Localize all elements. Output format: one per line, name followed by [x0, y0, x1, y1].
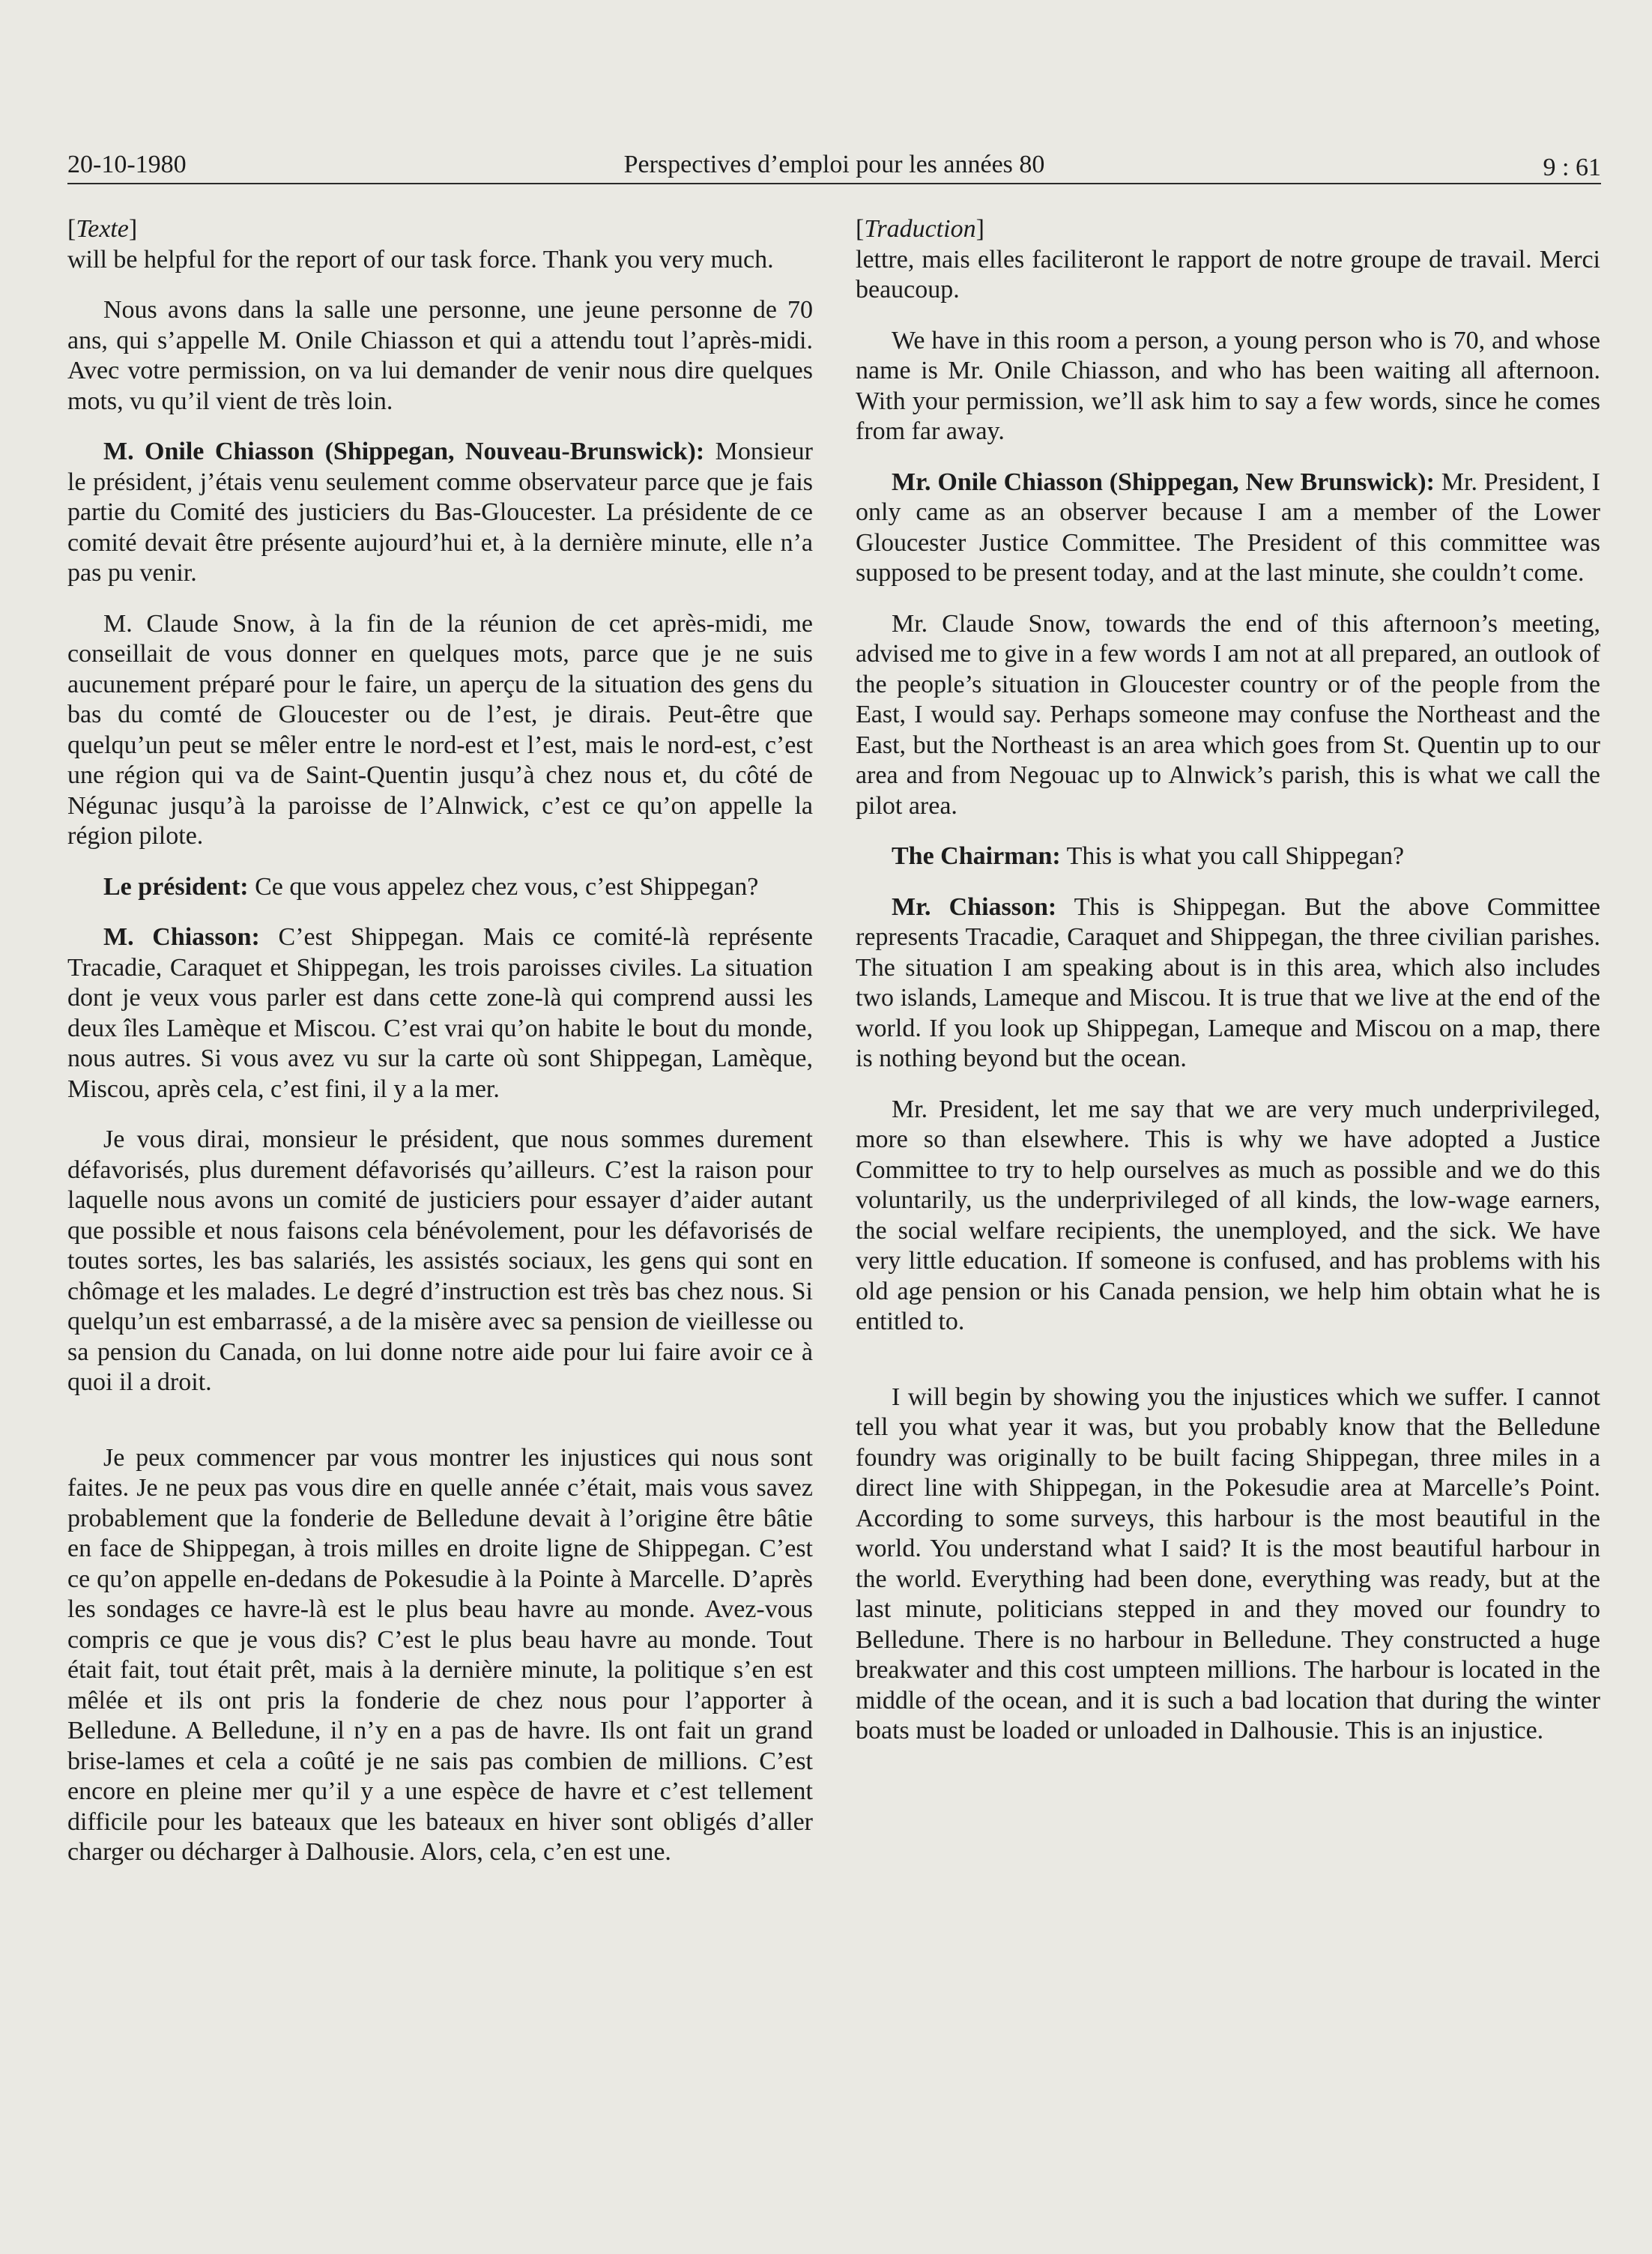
left-paragraph-5 — [67, 872, 813, 903]
paragraph-text: Je peux commencer par vous montrer les injustices qui nous sont faites. Je ne peux pas vous dire en quelle année c’était, mais vous savez probablement que la fonderie de Belledune devait à l’origine être bâtie en face de Shippegan, à trois milles en droite ligne de Shippegan. C’est ce qu’on appelle en-dedans de Pokesudie à la Pointe à Marcelle. D’après les sondages ce havre-là est le plus beau havre au monde. Avez-vous compris ce que je vous dis? C’est le plus beau havre au monde. Tout était fait, tout était prêt, mais à la dernière minute, la politique s’en est mêlée et ils ont pris la fonderie de chez nous pour l’apporter à Belledune. A Belledune, il n’y en a pas de havre. Ils ont fait un grand brise-lames et cela a coûté je ne sais pas combien de millions. C’est encore en pleine mer qu’il y a une espèce de havre et c’est tellement difficile pour les bateaux que les bateaux en hiver sont obligés d’aller charger ou décharger à Dalhousie. Alors, cela, c’en est une. — [67, 1443, 813, 1866]
paragraph-text: This is what you call Shippegan? — [1060, 842, 1405, 870]
right-paragraph-5 — [856, 842, 1600, 872]
paragraph-text: This is Shippegan. But the above Committee represents Tracadie, Caraquet and Shippegan, the three civilian parishes. The situation I am speaking about is in this area, which also includes two islands, Lameque and Miscou. It is true that we live at the end of the world. If you look up Shippegan, Lameque and Miscou on a map, there is nothing beyond but the ocean. — [856, 892, 1600, 1072]
left-paragraph-6 — [67, 922, 813, 1105]
left-paragraph-1 — [67, 245, 813, 276]
paragraph-text: I will begin by showing you the injustices which we suffer. I cannot tell you what year it was, but you probably know that the Belledune foundry was originally to be built facing Shippegan, three miles in a direct line with Shippegan, in the Pokesudie area at Marcelle’s Point. According to some surveys, this harbour is the most beautiful in the world. You understand what I said? It is the most beautiful harbour in the world. Everything had been done, everything was ready, but at the last minute, politicians stepped in and they moved our foundry to Belledune. There is no harbour in Belledune. They constructed a huge breakwater and this cost umpteen millions. The harbour is located in the middle of the ocean, and it is such a bad location that during the winter boats must be loaded or unloaded in Dalhousie. This is an injustice. — [856, 1383, 1600, 1744]
speaker-name: The Chairman: — [892, 842, 1061, 870]
left-paragraph-8 — [67, 1443, 813, 1868]
right-paragraph-4 — [856, 609, 1600, 822]
speaker-name: M. Onile Chiasson (Shippegan, Nouveau-Brunswick): — [103, 438, 705, 465]
paragraph-text: will be helpful for the report of our task force. Thank you very much. — [67, 245, 774, 274]
header-page-number: 9 : 61 — [1543, 154, 1601, 181]
paragraph-text: lettre, mais elles faciliteront le rapport de notre groupe de travail. Merci beaucoup. — [856, 245, 1600, 303]
page-header — [67, 144, 1601, 186]
header-date: 20-10-1980 — [67, 151, 187, 178]
right-paragraph-1 — [856, 245, 1600, 306]
left-paragraph-4 — [67, 609, 813, 852]
paragraph-text: We have in this room a person, a young person who is 70, and whose name is Mr. Onile Chiasson, and who has been waiting all afternoon. With your permission, we’ll ask him to say a few words, since he comes from far away. — [856, 326, 1600, 445]
paragraph-text: C’est Shippegan. Mais ce comité-là représente Tracadie, Caraquet et Shippegan, les trois paroisses civiles. La situation dont je veux vous parler est dans cette zone-là qui comprend aussi les deux îles Lamèque et Miscou. C’est vrai qu’on habite le bout du monde, nous autres. Si vous avez vu sur la carte où sont Shippegan, Lamèque, Miscou, après cela, c’est fini, il y a la mer. — [67, 923, 813, 1103]
paragraph-text: M. Claude Snow, à la fin de la réunion de cet après-midi, me conseillait de vous donner en quelques mots, parce que je ne suis aucunement préparé pour le faire, un aperçu de la situation des gens du bas du comté de Gloucester ou de l’est, je dirais. Peut-être que quelqu’un peut se mêler entre le nord-est et l’est, mais le nord-est, c’est une région qui va de Saint-Quentin jusqu’à chez nous et, du côté de Négunac jusqu’à la paroisse de l’Alnwick, c’est ce qu’on appelle la région pilote. — [67, 609, 813, 850]
right-paragraph-7 — [856, 1095, 1600, 1338]
left-paragraph-7 — [67, 1125, 813, 1398]
paragraph-text: Mr. President, let me say that we are very much underprivileged, more so than elsewhere. This is why we have adopted a Justice Committee to try to help ourselves as much as possible and we do this voluntarily, us the underprivileged of all kinds, the low-wage earners, the social welfare recipients, the unemployed, and the sick. We have very little education. If someone is confused, and has problems with his old age pension or his Canada pension, we help him obtain what he is entitled to. — [856, 1095, 1600, 1335]
paragraph-text: Je vous dirai, monsieur le président, que nous sommes durement défavorisés, plus durement défavorisés qu’ailleurs. C’est la raison pour laquelle nous avons un comité de justiciers pour essayer d’aider autant que possible et nous faisons cela bénévolement, pour les défavorisés de toutes sortes, les bas salariés, les assistés sociaux, les gens qui sont en chômage et les malades. Le degré d’instruction est très bas chez nous. Si quelqu’un est embarrassé, a de la misère avec sa pension de vieillesse ou sa pension du Canada, on lui donne notre aide pour lui faire avoir ce à quoi il a droit. — [67, 1126, 813, 1396]
left-paragraph-2 — [67, 295, 813, 417]
paragraph-text: Mr. President, I only came as an observer because I am a member of the Lower Gloucester Justice Committee. The President of this committee was supposed to be present today, and at the last minute, she couldn’t come. — [856, 468, 1600, 587]
speaker-name: Mr. Chiasson: — [892, 892, 1057, 921]
speaker-name: M. Chiasson: — [103, 923, 260, 951]
left-tag-label: Texte — [76, 215, 129, 243]
right-paragraph-2 — [856, 326, 1600, 447]
paragraph-text: Ce que vous appelez chez vous, c’est Shippegan? — [248, 872, 759, 901]
header-title: Perspectives d’emploi pour les années 80 — [623, 151, 1045, 178]
speaker-name: Le président: — [103, 872, 249, 901]
right-column-tag: [Traduction] — [856, 215, 984, 243]
right-paragraph-8 — [856, 1383, 1600, 1747]
header-rule — [67, 183, 1601, 184]
speaker-name: Mr. Onile Chiasson (Shippegan, New Brunswick): — [892, 468, 1435, 496]
left-paragraph-3 — [67, 437, 813, 589]
right-tag-label: Traduction — [864, 215, 976, 243]
right-paragraph-3 — [856, 468, 1600, 589]
paragraph-text: Monsieur le président, j’étais venu seulement comme observateur parce que je fais partie du Comité des justiciers du Bas-Gloucester. La présidente de ce comité devait être présente aujourd’hui et, à la dernière minute, elle n’a pas pu venir. — [67, 438, 813, 587]
left-column-tag: [Texte] — [67, 215, 138, 243]
right-paragraph-6 — [856, 892, 1600, 1075]
paragraph-text: Nous avons dans la salle une personne, une jeune personne de 70 ans, qui s’appelle M. Onile Chiasson et qui a attendu tout l’après-midi. Avec votre permission, on va lui demander de venir nous dire quelques mots, vu qu’il vient de très loin. — [67, 296, 813, 415]
paragraph-text: Mr. Claude Snow, towards the end of this afternoon’s meeting, advised me to give in a few words I am not at all prepared, an outlook of the people’s situation in Gloucester country or of the people from the East, I would say. Perhaps someone may confuse the Northeast and the East, but the Northeast is an area which goes from St. Quentin up to our area and from Negouac up to Alnwick’s parish, this is what we call the pilot area. — [856, 609, 1600, 820]
left-column — [67, 214, 813, 1888]
right-column — [856, 214, 1600, 1767]
